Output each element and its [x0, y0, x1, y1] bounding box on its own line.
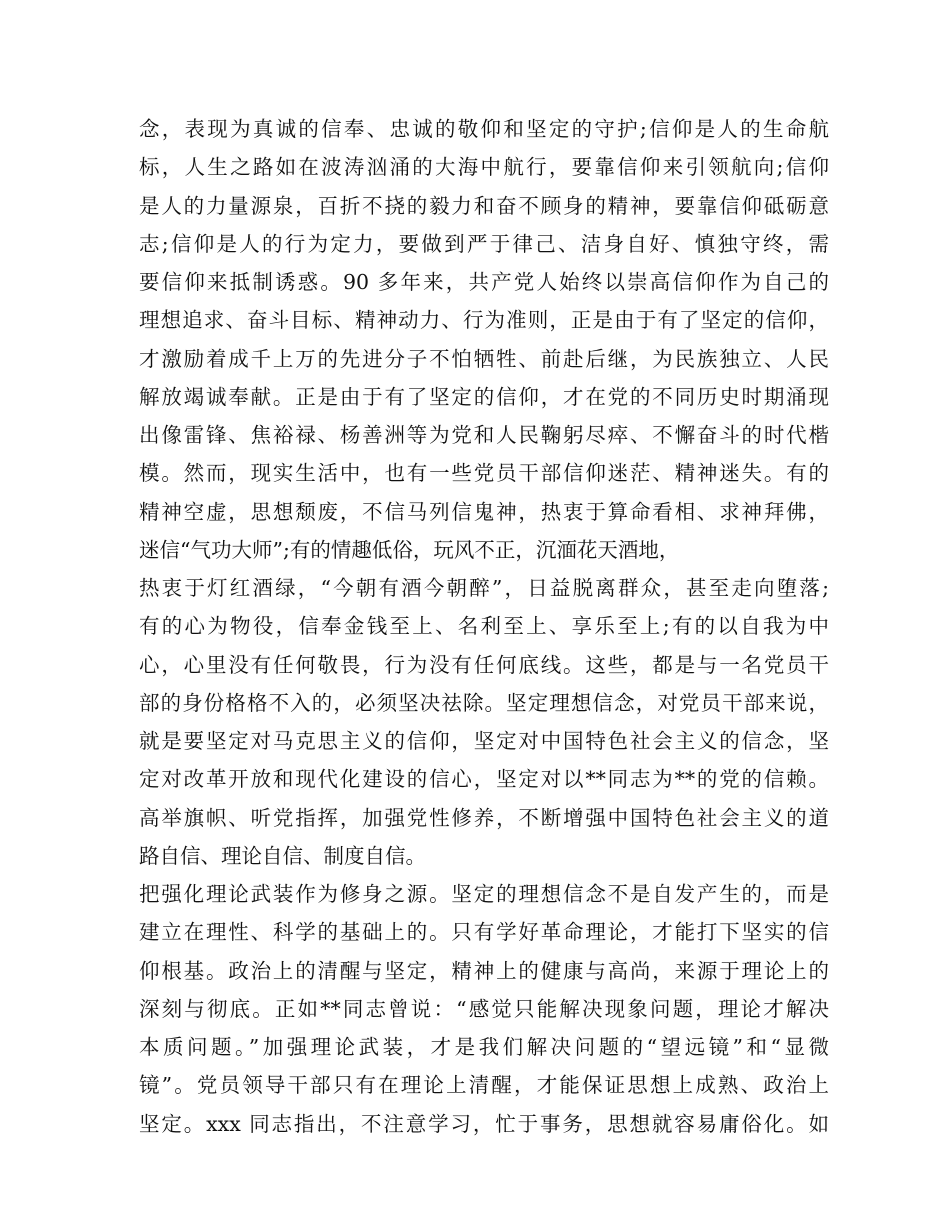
text-line: 出像雷锋、焦裕禄、杨善洲等为党和人民鞠躬尽瘁、不懈奋斗的时代楷: [139, 423, 829, 447]
text-line: 坚定。xxx 同志指出，不注意学习，忙于事务，思想就容易庸俗化。如: [139, 1111, 829, 1136]
text-line: 心，心里没有任何敬畏，行为没有任何底线。这些，都是与一名党员干: [139, 652, 829, 677]
text-line: 镜”。党员领导干部只有在理论上清醒，才能保证思想上成熟、政治上: [139, 1073, 829, 1098]
text-line: 仰根基。政治上的清醒与坚定，精神上的健康与高尚，来源于理论上的: [139, 958, 829, 983]
body-text: [139, 110, 829, 1143]
text-line: 深刻与彻底。正如**同志曾说：“感觉只能解决现象问题，理论才解决: [139, 996, 829, 1021]
text-line: 迷信“气功大师”;有的情趣低俗，玩风不正，沉湎花天酒地，: [139, 537, 680, 562]
text-line: 念，表现为真诚的信奉、忠诚的敬仰和坚定的守护;信仰是人的生命航: [139, 117, 829, 141]
text-line: 就是要坚定对马克思主义的信仰，坚定对中国特色社会主义的信念，坚: [139, 729, 829, 753]
text-line: 建立在理性、科学的基础上的。只有学好革命理论，才能打下坚实的信: [139, 920, 829, 945]
text-line: 理想追求、奋斗目标、精神动力、行为准则，正是由于有了坚定的信仰，: [139, 308, 829, 333]
text-line: 标，人生之路如在波涛汹涌的大海中航行，要靠信仰来引领航向;信仰: [139, 155, 829, 180]
text-line: 本质问题。”加强理论武装，才是我们解决问题的“望远镜”和“显微: [139, 1035, 829, 1059]
text-line: 解放竭诚奉献。正是由于有了坚定的信仰，才在党的不同历史时期涌现: [139, 384, 829, 409]
text-line: 精神空虚，思想颓废，不信马列信鬼神，热衷于算命看相、求神拜佛，: [139, 499, 829, 524]
text-line: 志;信仰是人的行为定力，要做到严于律己、洁身自好、慎独守终，需: [139, 231, 829, 256]
text-line: 才激励着成千上万的先进分子不怕牺牲、前赴后继，为民族独立、人民: [139, 346, 829, 371]
text-line: 定对改革开放和现代化建设的信心，坚定对以**同志为**的党的信赖。: [139, 767, 829, 792]
text-line: 把强化理论武装作为修身之源。坚定的理想信念不是自发产生的，而是: [139, 882, 829, 906]
text-line: 路自信、理论自信、制度自信。: [139, 843, 426, 868]
text-line: 热衷于灯红酒绿，“今朝有酒今朝醉”，日益脱离群众，甚至走向堕落;: [139, 576, 829, 600]
text-line: 模。然而，现实生活中，也有一些党员干部信仰迷茫、精神迷失。有的: [139, 461, 829, 486]
text-line: 高举旗帜、听党指挥，加强党性修养，不断增强中国特色社会主义的道: [139, 805, 829, 830]
text-line: 是人的力量源泉，百折不挠的毅力和奋不顾身的精神，要靠信仰砥砺意: [139, 193, 829, 218]
text-line: 有的心为物役，信奉金钱至上、名利至上、享乐至上;有的以自我为中: [139, 614, 829, 639]
text-line: 部的身份格格不入的，必须坚决祛除。坚定理想信念，对党员干部来说，: [139, 690, 829, 715]
text-line: 要信仰来抵制诱惑。90 多年来，共产党人始终以崇高信仰作为自己的: [139, 270, 829, 294]
